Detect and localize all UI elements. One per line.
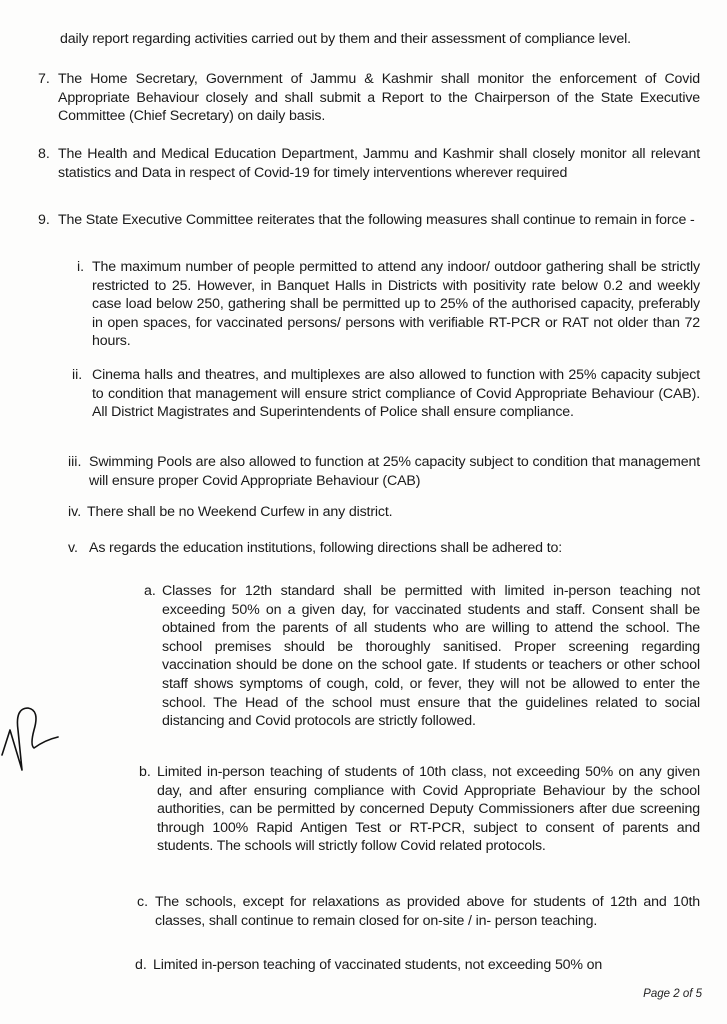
edu-letter: c. xyxy=(137,894,149,910)
page-number: Page 2 of 5 xyxy=(643,988,702,1000)
intro-paragraph: daily report regarding activities carried out by them and their assessment of compliance level. xyxy=(60,31,631,47)
subitem-iii-text: Swimming Pools are also allowed to function at 25% capacity subject to condition that management will ensure proper Covid Appropriate Behaviour (CAB) xyxy=(89,454,700,489)
edu-letter: b. xyxy=(139,764,151,780)
subitem-number: i. xyxy=(77,259,85,275)
edu-c-text: The schools, except for relaxations as provided above for students of 12th and 10th classes, shall continue to remain closed for on-site / in- person teaching. xyxy=(155,894,700,929)
item-number: 7. xyxy=(38,71,50,87)
subitem-v-text: As regards the education institutions, following directions shall be adhered to: xyxy=(89,540,563,556)
item-number: 8. xyxy=(38,146,50,162)
item-9-text: The State Executive Committee reiterates that the following measures shall continue to remain in force - xyxy=(58,212,695,228)
edu-d-text: Limited in-person teaching of vaccinated students, not exceeding 50% on xyxy=(153,957,603,973)
handwritten-initials xyxy=(0,700,70,780)
edu-letter: d. xyxy=(135,957,147,973)
subitem-number: ii. xyxy=(72,367,83,383)
edu-letter: a. xyxy=(144,583,156,599)
subitem-i-text: The maximum number of people permitted to attend any indoor/ outdoor gathering shall be strictly restricted to 25. However, in Banquet Halls in Districts with positivity rate below 0.2 and weekly case load below 250, gathering shall be permitted up to 25% of the authorised capacity, preferably in open spaces, for vaccinated persons/ persons with verifiable RT-PCR or RAT not older than 72 hours. xyxy=(92,259,700,350)
item-8-text: The Health and Medical Education Department, Jammu and Kashmir shall closely monitor all relevant statistics and Data in respect of Covid-19 for timely interventions wherever required xyxy=(58,146,700,181)
subitem-number: iii. xyxy=(68,454,82,470)
edu-b-text: Limited in-person teaching of students of 10th class, not exceeding 50% on any given day, and after ensuring compliance with Covid Appropriate Behaviour by the school authorities, can be permitted by concerned Deputy Commissioners after due screening through 100% Rapid Antigen Test or RT-PCR, subject to consent of parents and students. The schools will strictly follow Covid related protocols. xyxy=(157,764,700,855)
subitem-iv-text: There shall be no Weekend Curfew in any district. xyxy=(87,504,393,520)
subitem-number: iv. xyxy=(68,504,82,520)
edu-a-text: Classes for 12th standard shall be permitted with limited in-person teaching not exceeding 50% on a given day, for vaccinated students and staff. Consent shall be obtained from the parents of all students who are willing to attend the school. The school premises should be thoroughly sanitised. Proper screening regarding vaccination should be done on the school gate. If students or teachers or other school staff shows symptoms of cough, cold, or fever, they will not be allowed to enter the school. The Head of the school must ensure that the guidelines related to social distancing and Covid protocols are strictly followed. xyxy=(162,583,700,730)
subitem-number: v. xyxy=(68,540,78,556)
item-number: 9. xyxy=(38,212,50,228)
subitem-ii-text: Cinema halls and theatres, and multiplexes are also allowed to function with 25% capacity subject to condition that management will ensure strict compliance of Covid Appropriate Behaviour (CAB). All District Magistrates and Superintendents of Police shall ensure compliance. xyxy=(92,367,700,421)
item-7-text: The Home Secretary, Government of Jammu & Kashmir shall monitor the enforcement of Covid Appropriate Behaviour closely and shall submit a Report to the Chairperson of the State Executive Committee (Chief Secretary) on daily basis. xyxy=(58,71,700,125)
